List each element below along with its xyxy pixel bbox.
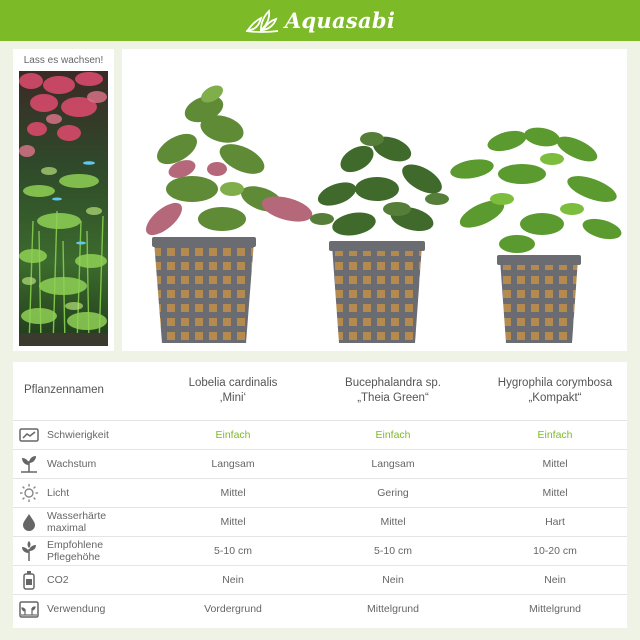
plants-photo-panel	[122, 49, 627, 351]
header-plant-2	[303, 362, 483, 420]
light-icon	[18, 482, 40, 504]
value-cell: Nein	[382, 573, 404, 586]
value-cell: 5-10 cm	[214, 544, 252, 557]
header-plant-names: Pflanzennamen	[24, 384, 104, 397]
aquarium-photo	[19, 71, 108, 346]
value-cell: Mittel	[380, 515, 406, 528]
table-row	[13, 420, 627, 449]
value-cell: Einfach	[215, 428, 251, 441]
value-cell: Mittel	[220, 486, 246, 499]
side-caption: Lass es wachsen!	[23, 55, 104, 66]
leaf-logo-icon	[245, 8, 279, 34]
brand[interactable]	[245, 8, 395, 34]
row-label-usage: Verwendung	[47, 602, 106, 615]
table-row	[13, 594, 627, 623]
plant-bucephalandra	[310, 132, 449, 343]
plant-3-variant: „Kompakt“	[528, 391, 582, 404]
value-cell: 5-10 cm	[374, 544, 412, 557]
row-label-co2: CO2	[47, 573, 69, 586]
plant-hygrophila	[449, 125, 624, 343]
growth-icon	[18, 453, 40, 475]
header-plant-3	[483, 362, 627, 420]
header-plant-1	[163, 362, 303, 420]
value-cell: Gering	[377, 486, 409, 499]
plant-height-icon	[18, 540, 40, 562]
value-cell: Mittel	[220, 515, 246, 528]
potted-plants-illustration	[122, 49, 627, 351]
table-header-row	[13, 362, 627, 420]
plant-comparison-table	[13, 362, 627, 628]
value-cell: Einfach	[375, 428, 411, 441]
co2-icon	[18, 569, 40, 591]
plant-3-name: Hygrophila corymbosa	[497, 376, 613, 389]
plant-2-variant: „Theia Green“	[357, 391, 429, 404]
value-cell: Langsam	[371, 457, 415, 470]
row-label-difficulty: Schwierigkeit	[47, 428, 109, 441]
value-cell: Einfach	[537, 428, 573, 441]
value-cell: Nein	[222, 573, 244, 586]
row-label-care-height: Empfohlene Pflegehöhe	[47, 538, 104, 563]
value-cell: Mittelgrund	[529, 602, 581, 615]
usage-icon	[18, 598, 40, 620]
top-bar	[0, 0, 640, 41]
plant-2-name: Bucephalandra sp.	[345, 376, 441, 389]
brand-name: Aquasabi	[284, 8, 396, 33]
table-row	[13, 536, 627, 565]
table-row	[13, 565, 627, 594]
table-row	[13, 449, 627, 478]
value-cell: Hart	[545, 515, 565, 528]
value-cell: Vordergrund	[204, 602, 262, 615]
value-cell: Mittel	[542, 457, 568, 470]
plant-1-name: Lobelia cardinalis	[188, 376, 278, 389]
value-cell: Langsam	[211, 457, 255, 470]
difficulty-icon	[18, 424, 40, 446]
plant-lobelia	[141, 82, 315, 343]
water-drop-icon	[18, 511, 40, 533]
value-cell: Mittel	[542, 486, 568, 499]
table-row	[13, 478, 627, 507]
table-row	[13, 507, 627, 536]
row-label-light: Licht	[47, 486, 70, 499]
value-cell: Nein	[544, 573, 566, 586]
plant-1-variant: ‚Mini‘	[219, 391, 247, 404]
value-cell: 10-20 cm	[533, 544, 577, 557]
row-label-growth: Wachstum	[47, 457, 97, 470]
value-cell: Mittelgrund	[367, 602, 419, 615]
side-panel	[13, 49, 114, 351]
row-label-water-hardness: Wasserhärte maximal	[47, 509, 107, 534]
